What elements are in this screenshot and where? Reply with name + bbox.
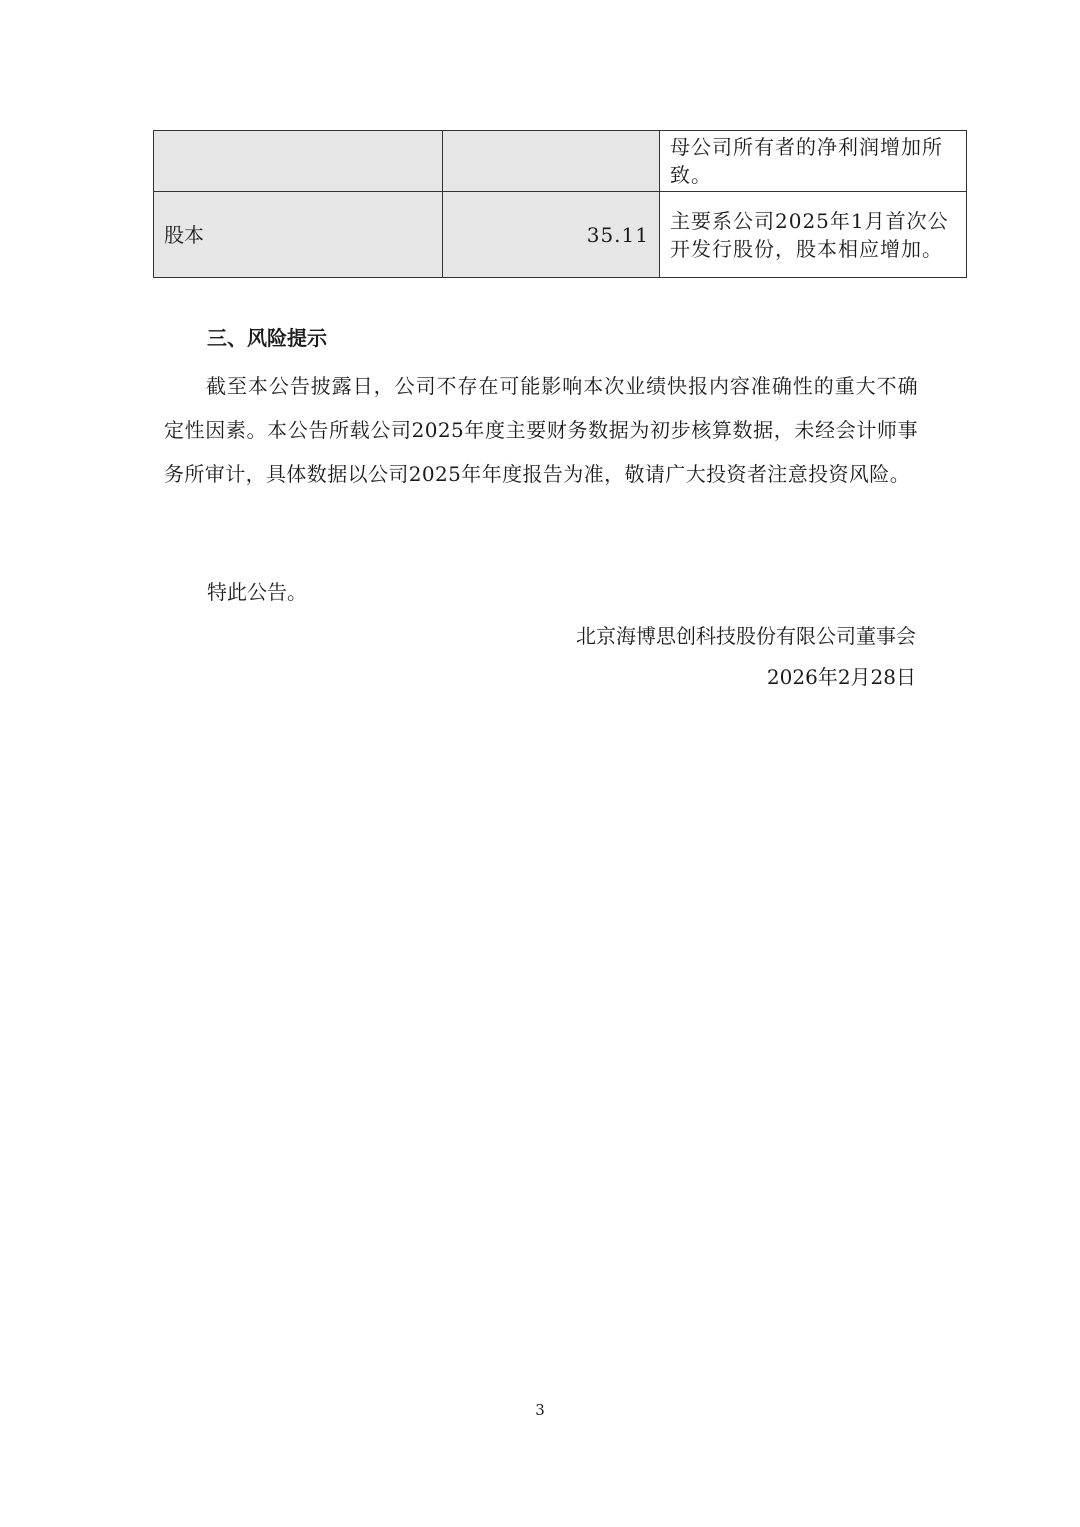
closing-text: 特此公告。 xyxy=(207,580,307,604)
page-number: 3 xyxy=(535,1401,545,1419)
change-cell: 35.11 xyxy=(443,192,660,278)
reason-cell: 母公司所有者的净利润增加所致。 xyxy=(660,131,967,192)
signer-name: 北京海博思创科技股份有限公司董事会 xyxy=(576,624,916,648)
financial-data-table xyxy=(153,130,967,278)
table-row xyxy=(154,131,967,192)
item-cell: 股本 xyxy=(154,192,443,278)
announcement-date: 2026年2月28日 xyxy=(766,665,916,689)
reason-cell: 主要系公司2025年1月首次公开发行股份，股本相应增加。 xyxy=(660,192,967,278)
table-row xyxy=(154,192,967,278)
risk-paragraph: 截至本公告披露日，公司不存在可能影响本次业绩快报内容准确性的重大不确定性因素。本公告所载公司2025年度主要财务数据为初步核算数据，未经会计师事务所审计，具体数据以公司2025年年度报告为准，敬请广大投资者注意投资风险。 xyxy=(164,374,918,486)
section-heading: 三、风险提示 xyxy=(207,326,327,350)
item-cell xyxy=(154,131,443,192)
change-cell xyxy=(443,131,660,192)
